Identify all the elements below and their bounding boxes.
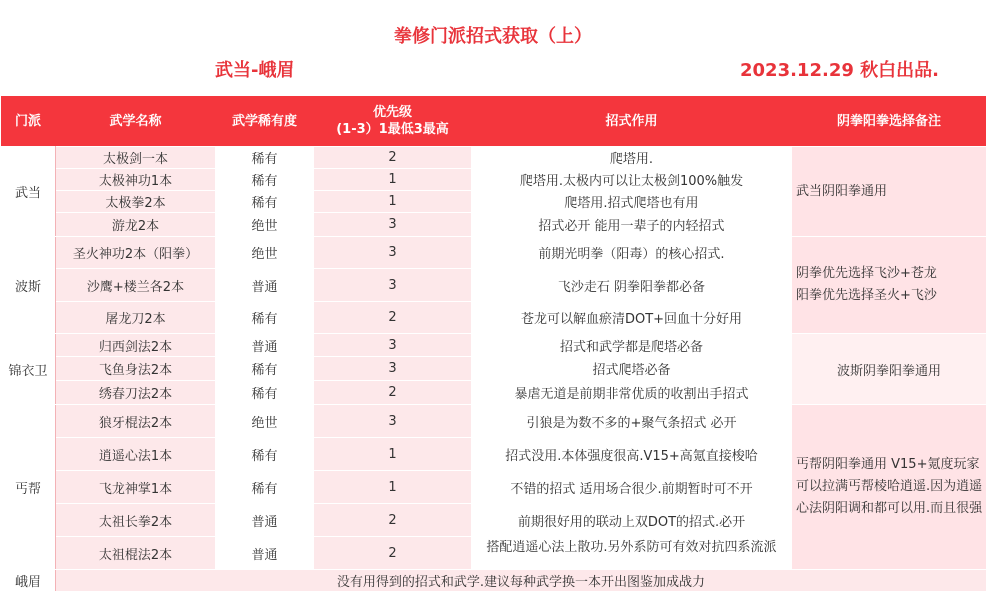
skill-rarity: 普通 (216, 537, 314, 570)
skill-priority: 2 (314, 537, 472, 570)
note-gaibang: 丐帮阴阳拳通用 V15+氪度玩家可以拉满丐帮棱哈逍遥.因为逍遥心法阴阳调和都可以用.而且很强 (792, 405, 986, 570)
skill-priority: 1 (314, 191, 472, 213)
skill-rarity: 绝世 (216, 213, 314, 237)
skill-effect: 引狼是为数不多的+聚气条招式 必开 (472, 405, 792, 438)
skill-name: 太极拳2本 (56, 191, 216, 213)
skill-effect: 暴虐无道是前期非常优质的收割出手招式 (472, 381, 792, 405)
skill-effect: 招式必开 能用一辈子的内轻招式 (472, 213, 792, 237)
skill-name: 太极剑一本 (56, 147, 216, 169)
skill-name: 游龙2本 (56, 213, 216, 237)
subtitle-date-author: 2023.12.29 秋白出品. (740, 60, 939, 81)
skill-rarity: 稀有 (216, 302, 314, 334)
skill-priority: 3 (314, 237, 472, 269)
sect-cell-jinyiwei: 锦衣卫 (1, 334, 56, 405)
col-header-priority (314, 96, 472, 147)
skill-rarity: 稀有 (216, 169, 314, 191)
skill-priority: 3 (314, 357, 472, 381)
skill-effect: 爬塔用. (472, 147, 792, 169)
table-header-row (1, 96, 986, 147)
note-emei: 没有用得到的招式和武学.建议每种武学换一本开出图鉴加成战力 (56, 570, 986, 592)
skill-name: 绣春刀法2本 (56, 381, 216, 405)
sect-cell-bosi: 波斯 (1, 237, 56, 334)
skill-priority: 1 (314, 169, 472, 191)
table-row (1, 570, 986, 592)
col-header-priority-label: 优先级 (372, 105, 412, 120)
skill-effect: 苍龙可以解血瘀清DOT+回血十分好用 (472, 302, 792, 334)
skill-name: 逍遥心法1本 (56, 438, 216, 471)
skill-rarity: 普通 (216, 504, 314, 537)
skill-rarity: 稀有 (216, 381, 314, 405)
skill-name: 太极神功1本 (56, 169, 216, 191)
table-row (1, 405, 986, 438)
table-row (1, 237, 986, 269)
sect-cell-emei: 峨眉 (1, 570, 56, 592)
skill-priority: 1 (314, 438, 472, 471)
skill-priority: 2 (314, 381, 472, 405)
skill-rarity: 普通 (216, 334, 314, 357)
note-bosi (792, 237, 986, 334)
skills-table (0, 96, 986, 592)
note-wudang: 武当阴阳拳通用 (792, 147, 986, 237)
skill-effect: 招式和武学都是爬塔必备 (472, 334, 792, 357)
skill-rarity: 稀有 (216, 438, 314, 471)
sect-cell-wudang: 武当 (1, 147, 56, 237)
skill-priority: 2 (314, 504, 472, 537)
subtitle-sects: 武当-峨眉 (215, 60, 295, 81)
col-header-effect: 招式作用 (472, 96, 792, 147)
note-bosi-yang: 阳拳优先选择圣火+飞沙 (796, 288, 937, 303)
note-jinyiwei: 波斯阴拳阳拳通用 (792, 334, 986, 405)
skill-rarity: 绝世 (216, 405, 314, 438)
skill-rarity: 绝世 (216, 237, 314, 269)
skill-name: 太祖长拳2本 (56, 504, 216, 537)
skill-name: 屠龙刀2本 (56, 302, 216, 334)
skill-name: 狼牙棍法2本 (56, 405, 216, 438)
col-header-skill-name: 武学名称 (56, 96, 216, 147)
col-header-sect: 门派 (1, 96, 56, 147)
skill-priority: 2 (314, 147, 472, 169)
col-header-priority-scale: (1-3）1最低3最高 (336, 122, 449, 137)
skill-name: 飞鱼身法2本 (56, 357, 216, 381)
skill-priority: 3 (314, 213, 472, 237)
skill-effect: 前期很好用的联动上双DOT的招式.必开 (472, 504, 792, 537)
col-header-rarity: 武学稀有度 (216, 96, 314, 147)
skill-priority: 3 (314, 269, 472, 302)
sect-cell-gaibang: 丐帮 (1, 405, 56, 570)
skill-rarity: 稀有 (216, 471, 314, 504)
skill-priority: 1 (314, 471, 472, 504)
skill-name: 飞龙神掌1本 (56, 471, 216, 504)
skill-rarity: 稀有 (216, 191, 314, 213)
skill-effect: 爬塔用.招式爬塔也有用 (472, 191, 792, 213)
skill-effect: 爬塔用.太极内可以让太极剑100%触发 (472, 169, 792, 191)
page-title: 拳修门派招式获取（上） (394, 26, 592, 47)
skill-priority: 3 (314, 405, 472, 438)
skill-priority: 3 (314, 334, 472, 357)
skill-name: 沙鹰+楼兰各2本 (56, 269, 216, 302)
skill-effect: 不错的招式 适用场合很少.前期暂时可不开 (472, 471, 792, 504)
skill-effect: 搭配逍遥心法上散功.另外系防可有效对抗四系流派 (472, 537, 792, 570)
skill-rarity: 普通 (216, 269, 314, 302)
table-row (1, 147, 986, 169)
skill-priority: 2 (314, 302, 472, 334)
skill-name: 圣火神功2本（阳拳） (56, 237, 216, 269)
skill-name: 归西剑法2本 (56, 334, 216, 357)
skill-effect: 招式爬塔必备 (472, 357, 792, 381)
col-header-note: 阴拳阳拳选择备注 (792, 96, 986, 147)
note-bosi-yin: 阴拳优先选择飞沙+苍龙 (796, 266, 937, 281)
skill-effect: 招式没用.本体强度很高.V15+高氪直接梭哈 (472, 438, 792, 471)
skill-rarity: 稀有 (216, 357, 314, 381)
skill-rarity: 稀有 (216, 147, 314, 169)
skill-effect: 前期光明拳（阳毒）的核心招式. (472, 237, 792, 269)
table-row (1, 334, 986, 357)
skill-name: 太祖棍法2本 (56, 537, 216, 570)
skill-effect: 飞沙走石 阴拳阳拳都必备 (472, 269, 792, 302)
